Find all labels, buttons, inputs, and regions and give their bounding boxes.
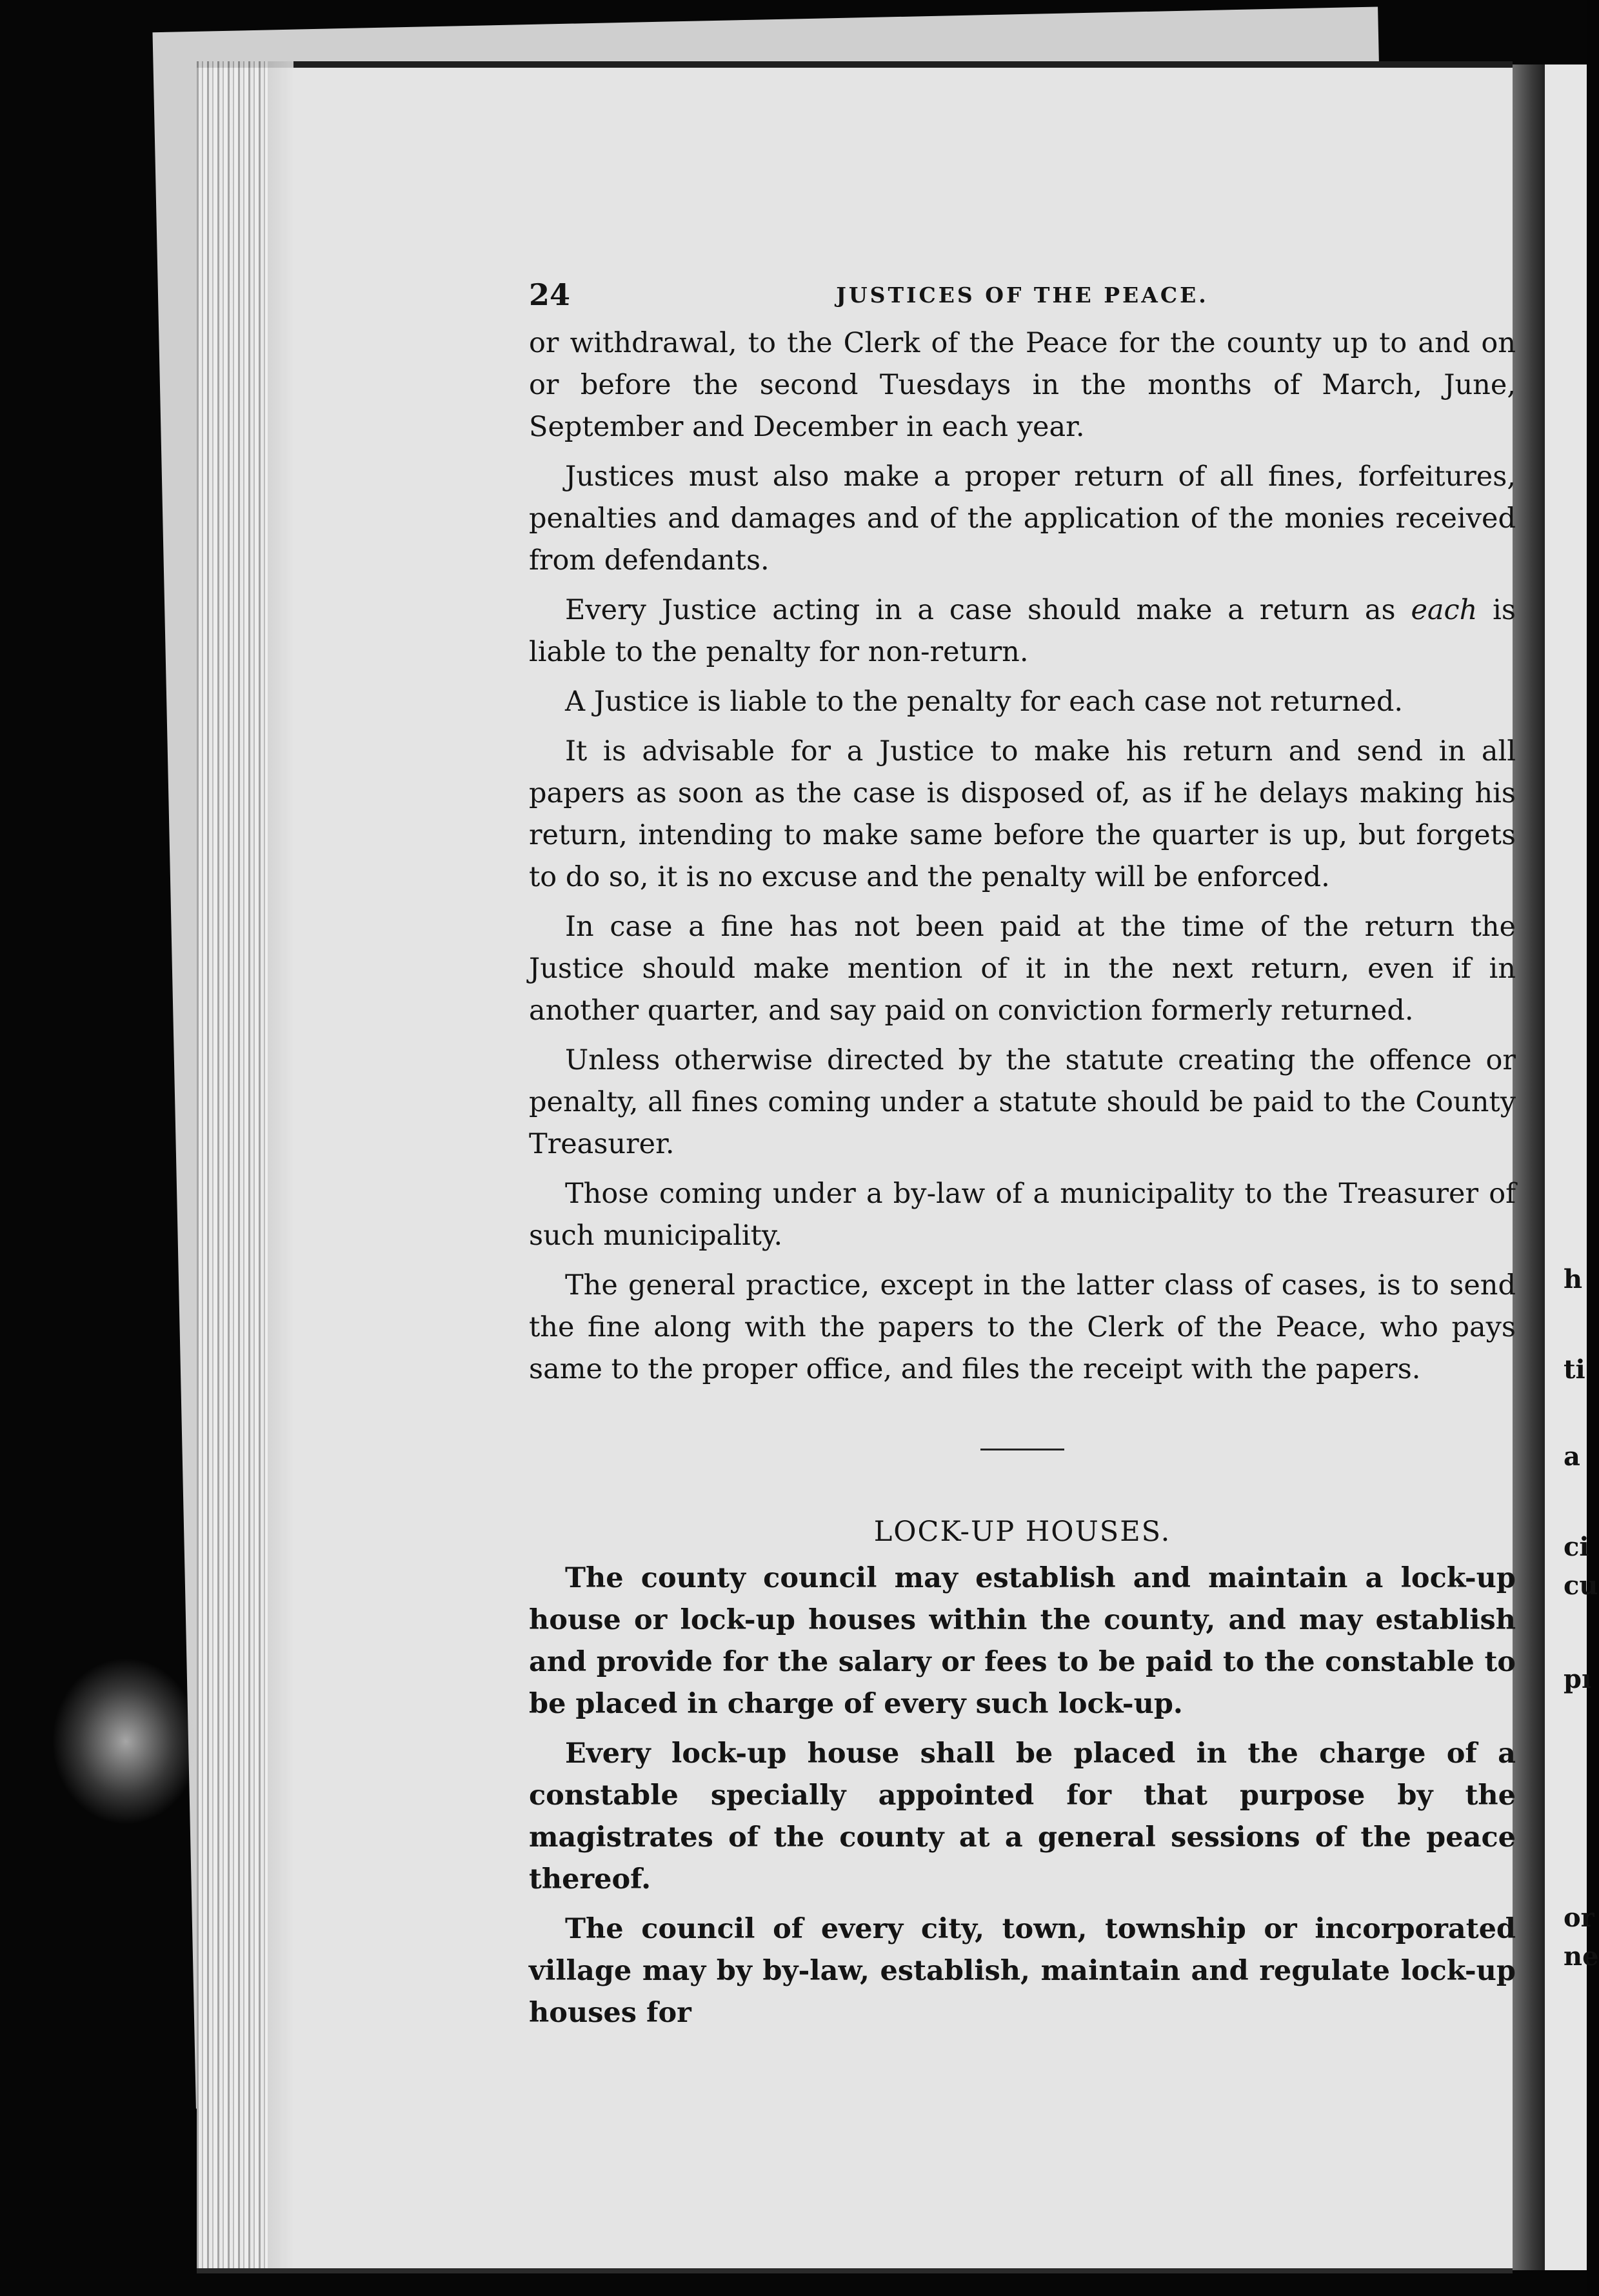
fragment: a — [1564, 1441, 1580, 1472]
page-top-edge — [197, 61, 1513, 68]
paper-damage-mark — [52, 1658, 200, 1825]
paragraph: Unless otherwise directed by the statute creating the offence or penalty, all fines coming under a statute should be paid to the County Treasurer. — [529, 1044, 1516, 1160]
page-stack-edges — [197, 61, 268, 2273]
page-number: 24 — [529, 277, 571, 312]
emphasis: each — [1411, 594, 1478, 626]
page-text — [529, 271, 1516, 2042]
fragment: ci — [1564, 1532, 1589, 1562]
paragraph-text: is liable to the penalty for non-return. — [529, 594, 1516, 668]
paragraph: Justices must also make a proper return of all fines, forfeitures, penalties and damages and of the application of the monies received from defendants. — [529, 460, 1516, 577]
paragraph-text: Every Justice acting in a case should make a return as — [565, 594, 1411, 626]
fragment: pı — [1564, 1664, 1592, 1694]
paragraph: The general practice, except in the latter class of cases, is to send the fine along with the papers to the Clerk of the Peace, who pays same to the proper office, and files the receipt with the papers. — [529, 1269, 1516, 1385]
fragment: h — [1564, 1264, 1583, 1294]
paragraph: In case a fine has not been paid at the time of the return the Justice should make mention of it in the next return, even if in another quarter, and say paid on conviction formerly returned. — [529, 911, 1516, 1027]
facing-page-text — [1560, 0, 1599, 2296]
fragment: or — [1564, 1903, 1594, 1933]
page-bottom-edge — [197, 2268, 1513, 2273]
lockup-section — [529, 1512, 1516, 2034]
paragraph — [529, 589, 1516, 673]
running-head — [529, 271, 1516, 322]
paragraph: The county council may establish and maintain a lock-up house or lock-up houses within the county, and may establish and provide for the salary or fees to be paid to the constable to be placed in charge of every such lock-up. — [529, 1562, 1516, 1720]
fragment: cu — [1564, 1570, 1598, 1601]
paragraph: A Justice is liable to the penalty for each case not returned. — [565, 686, 1404, 718]
paragraph: or withdrawal, to the Clerk of the Peace for the county up to and on or before the second Tuesdays in the months of March, June, September and December in each year. — [529, 327, 1516, 443]
running-title: JUSTICES OF THE PEACE. — [836, 282, 1209, 308]
paragraph: Every lock-up house shall be placed in the charge of a constable specially appointed for that purpose by the magistrates of the county at a general sessions of the peace thereof. — [529, 1737, 1516, 1895]
fragment: ti — [1564, 1354, 1585, 1385]
section-heading: LOCK-UP HOUSES. — [873, 1516, 1171, 1548]
section-divider — [980, 1449, 1064, 1450]
paragraph: Those coming under a by-law of a municipality to the Treasurer of such municipality. — [529, 1178, 1516, 1252]
paragraph: The council of every city, town, township or incorporated village may by by-law, establish, maintain and regulate lock-up houses for — [529, 1913, 1516, 2029]
fragment: ne — [1564, 1941, 1599, 1972]
paragraph: It is advisable for a Justice to make his return and send in all papers as soon as the case is disposed of, as if he delays making his return, intending to make same before the quarter is up, but forgets to do so, it is no excuse and the penalty will be enforced. — [529, 735, 1516, 893]
